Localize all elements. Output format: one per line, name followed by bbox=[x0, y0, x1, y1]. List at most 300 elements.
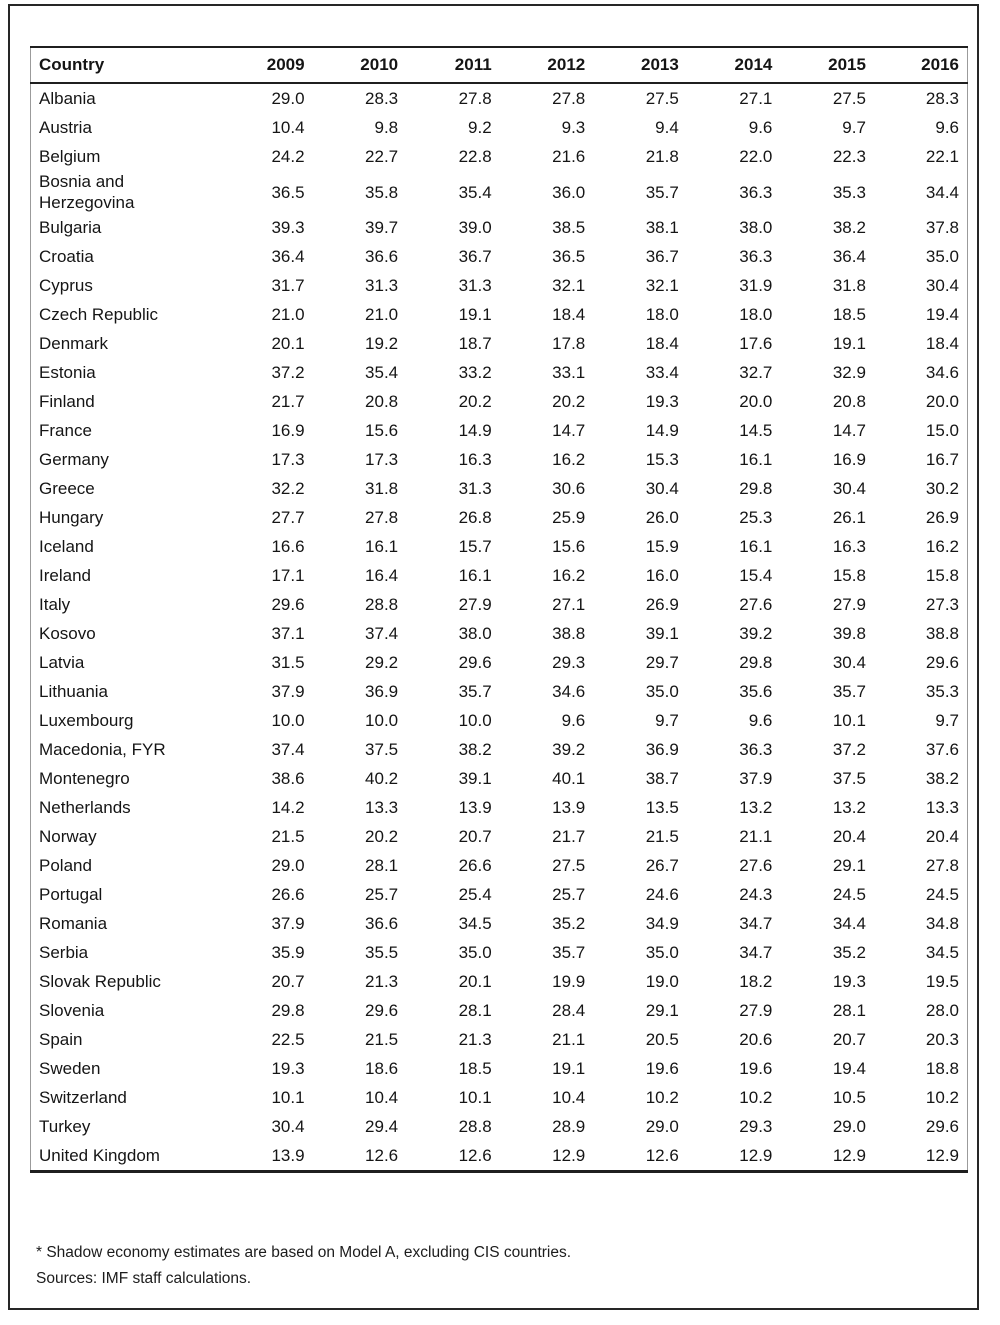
value-cell: 34.4 bbox=[925, 182, 959, 202]
value-cell: 27.8 bbox=[552, 89, 586, 108]
value-cell: 13.2 bbox=[832, 798, 866, 817]
country-cell: Czech Republic bbox=[39, 305, 159, 324]
value-cell: 34.9 bbox=[645, 914, 679, 933]
value-cell: 9.7 bbox=[935, 711, 959, 730]
value-cell: 34.5 bbox=[925, 943, 959, 962]
value-cell: 36.3 bbox=[739, 247, 773, 266]
value-cell: 39.1 bbox=[458, 769, 492, 788]
value-cell: 29.1 bbox=[832, 856, 866, 875]
value-cell: 10.2 bbox=[925, 1088, 959, 1107]
value-cell: 21.1 bbox=[552, 1030, 586, 1049]
country-cell: Hungary bbox=[39, 508, 104, 527]
value-cell: 9.7 bbox=[842, 118, 866, 137]
value-cell: 36.3 bbox=[739, 740, 773, 759]
value-cell: 29.6 bbox=[925, 1117, 959, 1136]
value-cell: 36.7 bbox=[458, 247, 492, 266]
table-row bbox=[31, 967, 968, 996]
value-cell: 35.3 bbox=[925, 682, 959, 701]
value-cell: 39.3 bbox=[271, 218, 305, 237]
value-cell: 16.1 bbox=[739, 450, 773, 469]
value-cell: 20.7 bbox=[832, 1030, 866, 1049]
value-cell: 36.9 bbox=[645, 740, 679, 759]
value-cell: 35.5 bbox=[365, 943, 399, 962]
value-cell: 21.0 bbox=[271, 305, 305, 324]
value-cell: 29.0 bbox=[645, 1117, 679, 1136]
value-cell: 28.3 bbox=[925, 89, 959, 108]
value-cell: 16.2 bbox=[552, 450, 586, 469]
value-cell: 20.7 bbox=[271, 972, 305, 991]
value-cell: 13.9 bbox=[552, 798, 586, 817]
value-cell: 37.5 bbox=[365, 740, 399, 759]
value-cell: 24.2 bbox=[271, 147, 305, 166]
country-cell: France bbox=[39, 421, 92, 440]
value-cell: 19.3 bbox=[271, 1059, 305, 1078]
country-cell: Serbia bbox=[39, 943, 89, 962]
value-cell: 36.0 bbox=[552, 182, 586, 202]
value-cell: 14.9 bbox=[645, 421, 679, 440]
country-cell: Ireland bbox=[39, 566, 91, 585]
table-row bbox=[31, 822, 968, 851]
column-header-year: 2009 bbox=[219, 47, 313, 83]
value-cell: 10.1 bbox=[832, 711, 866, 730]
country-cell: Slovak Republic bbox=[39, 972, 161, 991]
value-cell: 38.0 bbox=[458, 624, 492, 643]
value-cell: 18.4 bbox=[552, 305, 586, 324]
table-row bbox=[31, 851, 968, 880]
value-cell: 10.2 bbox=[645, 1088, 679, 1107]
value-cell: 27.8 bbox=[925, 856, 959, 875]
value-cell: 39.7 bbox=[365, 218, 399, 237]
value-cell: 16.2 bbox=[552, 566, 586, 585]
value-cell: 35.4 bbox=[365, 363, 399, 382]
value-cell: 13.2 bbox=[739, 798, 773, 817]
value-cell: 13.3 bbox=[925, 798, 959, 817]
value-cell: 30.4 bbox=[832, 653, 866, 672]
value-cell: 16.4 bbox=[365, 566, 399, 585]
value-cell: 24.5 bbox=[925, 885, 959, 904]
value-cell: 16.3 bbox=[832, 537, 866, 556]
value-cell: 38.2 bbox=[458, 740, 492, 759]
value-cell: 34.7 bbox=[739, 914, 773, 933]
value-cell: 14.5 bbox=[739, 421, 773, 440]
table-row bbox=[31, 271, 968, 300]
value-cell: 29.8 bbox=[739, 479, 773, 498]
value-cell: 10.4 bbox=[271, 118, 305, 137]
country-cell: Denmark bbox=[39, 334, 108, 353]
value-cell: 19.5 bbox=[925, 972, 959, 991]
table-row bbox=[31, 503, 968, 532]
value-cell: 35.0 bbox=[925, 247, 959, 266]
table-row bbox=[31, 113, 968, 142]
value-cell: 35.7 bbox=[552, 943, 586, 962]
value-cell: 13.9 bbox=[271, 1146, 305, 1165]
table-row bbox=[31, 648, 968, 677]
value-cell: 20.0 bbox=[925, 392, 959, 411]
value-cell: 17.3 bbox=[271, 450, 305, 469]
table-row bbox=[31, 764, 968, 793]
value-cell: 20.4 bbox=[925, 827, 959, 846]
value-cell: 25.9 bbox=[552, 508, 586, 527]
column-header-year: 2013 bbox=[593, 47, 687, 83]
table-row bbox=[31, 1083, 968, 1112]
value-cell: 29.6 bbox=[365, 1001, 399, 1020]
value-cell: 38.5 bbox=[552, 218, 586, 237]
country-cell: Norway bbox=[39, 827, 97, 846]
value-cell: 37.5 bbox=[832, 769, 866, 788]
value-cell: 34.5 bbox=[458, 914, 492, 933]
value-cell: 37.9 bbox=[271, 914, 305, 933]
value-cell: 19.1 bbox=[552, 1059, 586, 1078]
value-cell: 22.7 bbox=[365, 147, 399, 166]
value-cell: 27.9 bbox=[832, 595, 866, 614]
value-cell: 12.9 bbox=[552, 1146, 586, 1165]
value-cell: 20.5 bbox=[645, 1030, 679, 1049]
table-row bbox=[31, 142, 968, 171]
table-row bbox=[31, 387, 968, 416]
value-cell: 19.3 bbox=[832, 972, 866, 991]
value-cell: 38.2 bbox=[925, 769, 959, 788]
value-cell: 28.0 bbox=[925, 1001, 959, 1020]
column-header-year: 2016 bbox=[874, 47, 968, 83]
value-cell: 16.9 bbox=[832, 450, 866, 469]
country-cell: Macedonia, FYR bbox=[39, 740, 166, 759]
value-cell: 39.8 bbox=[832, 624, 866, 643]
country-cell: Romania bbox=[39, 914, 108, 933]
value-cell: 26.9 bbox=[645, 595, 679, 614]
value-cell: 36.5 bbox=[552, 247, 586, 266]
value-cell: 36.6 bbox=[365, 914, 399, 933]
value-cell: 29.0 bbox=[271, 89, 305, 108]
country-cell: Austria bbox=[39, 118, 92, 137]
table-row bbox=[31, 1054, 968, 1083]
value-cell: 18.2 bbox=[739, 972, 773, 991]
value-cell: 37.1 bbox=[271, 624, 305, 643]
value-cell: 16.0 bbox=[645, 566, 679, 585]
value-cell: 12.9 bbox=[832, 1146, 866, 1165]
value-cell: 31.7 bbox=[271, 276, 305, 295]
table-row bbox=[31, 590, 968, 619]
value-cell: 36.3 bbox=[739, 182, 773, 202]
value-cell: 39.1 bbox=[645, 624, 679, 643]
value-cell: 36.4 bbox=[832, 247, 866, 266]
value-cell: 31.8 bbox=[832, 276, 866, 295]
value-cell: 15.6 bbox=[365, 421, 399, 440]
value-cell: 28.1 bbox=[458, 1001, 492, 1020]
value-cell: 25.7 bbox=[365, 885, 399, 904]
value-cell: 26.6 bbox=[458, 856, 492, 875]
value-cell: 22.8 bbox=[458, 147, 492, 166]
value-cell: 37.9 bbox=[739, 769, 773, 788]
country-cell: Croatia bbox=[39, 247, 94, 266]
value-cell: 34.7 bbox=[739, 943, 773, 962]
value-cell: 38.1 bbox=[645, 218, 679, 237]
value-cell: 31.3 bbox=[458, 276, 492, 295]
value-cell: 25.7 bbox=[552, 885, 586, 904]
value-cell: 16.9 bbox=[271, 421, 305, 440]
table-row bbox=[31, 213, 968, 242]
value-cell: 26.1 bbox=[832, 508, 866, 527]
value-cell: 20.1 bbox=[271, 334, 305, 353]
value-cell: 39.0 bbox=[458, 218, 492, 237]
value-cell: 15.3 bbox=[645, 450, 679, 469]
value-cell: 30.4 bbox=[925, 276, 959, 295]
value-cell: 28.8 bbox=[458, 1117, 492, 1136]
country-cell: Bosnia and Herzegovina bbox=[39, 172, 135, 212]
value-cell: 27.5 bbox=[552, 856, 586, 875]
value-cell: 29.6 bbox=[925, 653, 959, 672]
value-cell: 28.1 bbox=[832, 1001, 866, 1020]
value-cell: 32.7 bbox=[739, 363, 773, 382]
value-cell: 27.1 bbox=[552, 595, 586, 614]
value-cell: 35.3 bbox=[832, 182, 866, 202]
value-cell: 34.6 bbox=[552, 682, 586, 701]
table-row bbox=[31, 938, 968, 967]
table-row bbox=[31, 300, 968, 329]
value-cell: 22.5 bbox=[271, 1030, 305, 1049]
value-cell: 15.6 bbox=[552, 537, 586, 556]
value-cell: 17.8 bbox=[552, 334, 586, 353]
value-cell: 28.1 bbox=[365, 856, 399, 875]
value-cell: 27.8 bbox=[458, 89, 492, 108]
value-cell: 20.2 bbox=[552, 392, 586, 411]
country-cell: Slovenia bbox=[39, 1001, 105, 1020]
shadow-economy-table bbox=[30, 46, 968, 1173]
table-row bbox=[31, 445, 968, 474]
value-cell: 29.1 bbox=[645, 1001, 679, 1020]
value-cell: 22.3 bbox=[832, 147, 866, 166]
value-cell: 12.6 bbox=[365, 1146, 399, 1165]
country-cell: Netherlands bbox=[39, 798, 131, 817]
value-cell: 36.4 bbox=[271, 247, 305, 266]
value-cell: 37.2 bbox=[832, 740, 866, 759]
value-cell: 20.0 bbox=[739, 392, 773, 411]
value-cell: 20.1 bbox=[458, 972, 492, 991]
country-cell: Lithuania bbox=[39, 682, 109, 701]
value-cell: 21.5 bbox=[365, 1030, 399, 1049]
header-row bbox=[31, 47, 968, 83]
value-cell: 18.5 bbox=[832, 305, 866, 324]
value-cell: 29.3 bbox=[552, 653, 586, 672]
value-cell: 16.1 bbox=[365, 537, 399, 556]
table-row bbox=[31, 996, 968, 1025]
country-cell: Belgium bbox=[39, 147, 101, 166]
value-cell: 36.9 bbox=[365, 682, 399, 701]
value-cell: 16.7 bbox=[925, 450, 959, 469]
value-cell: 29.2 bbox=[365, 653, 399, 672]
value-cell: 28.9 bbox=[552, 1117, 586, 1136]
value-cell: 17.3 bbox=[365, 450, 399, 469]
value-cell: 20.8 bbox=[832, 392, 866, 411]
value-cell: 12.9 bbox=[739, 1146, 773, 1165]
table-row bbox=[31, 793, 968, 822]
value-cell: 30.6 bbox=[552, 479, 586, 498]
country-cell: Germany bbox=[39, 450, 109, 469]
value-cell: 35.2 bbox=[552, 914, 586, 933]
value-cell: 36.5 bbox=[271, 182, 305, 202]
value-cell: 9.3 bbox=[561, 118, 586, 137]
value-cell: 10.0 bbox=[365, 711, 399, 730]
value-cell: 35.9 bbox=[271, 943, 305, 962]
value-cell: 9.6 bbox=[748, 711, 773, 730]
value-cell: 29.3 bbox=[739, 1117, 773, 1136]
value-cell: 14.7 bbox=[552, 421, 586, 440]
value-cell: 20.7 bbox=[458, 827, 492, 846]
table-row bbox=[31, 909, 968, 938]
table-row bbox=[31, 1141, 968, 1172]
value-cell: 18.4 bbox=[645, 334, 679, 353]
value-cell: 32.9 bbox=[832, 363, 866, 382]
value-cell: 35.2 bbox=[832, 943, 866, 962]
value-cell: 29.7 bbox=[645, 653, 679, 672]
value-cell: 38.2 bbox=[832, 218, 866, 237]
value-cell: 37.4 bbox=[365, 624, 399, 643]
value-cell: 29.0 bbox=[271, 856, 305, 875]
country-cell: Poland bbox=[39, 856, 92, 875]
value-cell: 20.4 bbox=[832, 827, 866, 846]
value-cell: 20.3 bbox=[925, 1030, 959, 1049]
value-cell: 14.9 bbox=[458, 421, 492, 440]
value-cell: 15.4 bbox=[739, 566, 773, 585]
value-cell: 18.0 bbox=[739, 305, 773, 324]
country-cell: Sweden bbox=[39, 1059, 101, 1078]
country-cell: Finland bbox=[39, 392, 95, 411]
value-cell: 20.8 bbox=[365, 392, 399, 411]
value-cell: 28.3 bbox=[365, 89, 399, 108]
column-header-country: Country bbox=[31, 47, 220, 83]
table-row bbox=[31, 619, 968, 648]
value-cell: 14.2 bbox=[271, 798, 305, 817]
value-cell: 19.6 bbox=[739, 1059, 773, 1078]
value-cell: 22.0 bbox=[739, 147, 773, 166]
table-row bbox=[31, 735, 968, 764]
value-cell: 27.7 bbox=[271, 508, 305, 527]
value-cell: 26.0 bbox=[645, 508, 679, 527]
value-cell: 35.6 bbox=[739, 682, 773, 701]
value-cell: 30.4 bbox=[832, 479, 866, 498]
value-cell: 14.7 bbox=[832, 421, 866, 440]
value-cell: 17.6 bbox=[739, 334, 773, 353]
country-cell: Greece bbox=[39, 479, 95, 498]
value-cell: 36.6 bbox=[365, 247, 399, 266]
value-cell: 31.8 bbox=[365, 479, 399, 498]
value-cell: 19.0 bbox=[645, 972, 679, 991]
column-header-year: 2010 bbox=[313, 47, 407, 83]
value-cell: 12.6 bbox=[458, 1146, 492, 1165]
value-cell: 39.2 bbox=[552, 740, 586, 759]
value-cell: 21.8 bbox=[645, 147, 679, 166]
country-cell: United Kingdom bbox=[39, 1146, 160, 1165]
value-cell: 31.9 bbox=[739, 276, 773, 295]
value-cell: 10.0 bbox=[271, 711, 305, 730]
value-cell: 15.9 bbox=[645, 537, 679, 556]
value-cell: 32.1 bbox=[552, 276, 586, 295]
table-row bbox=[31, 1025, 968, 1054]
value-cell: 27.5 bbox=[645, 89, 679, 108]
value-cell: 31.5 bbox=[271, 653, 305, 672]
value-cell: 29.0 bbox=[832, 1117, 866, 1136]
value-cell: 18.5 bbox=[458, 1059, 492, 1078]
value-cell: 38.7 bbox=[645, 769, 679, 788]
shadow-economy-table-container bbox=[30, 46, 968, 1173]
table-row bbox=[31, 677, 968, 706]
value-cell: 13.3 bbox=[365, 798, 399, 817]
value-cell: 21.3 bbox=[458, 1030, 492, 1049]
value-cell: 27.3 bbox=[925, 595, 959, 614]
country-cell: Italy bbox=[39, 595, 71, 614]
value-cell: 34.4 bbox=[832, 914, 866, 933]
value-cell: 30.4 bbox=[271, 1117, 305, 1136]
value-cell: 20.2 bbox=[365, 827, 399, 846]
value-cell: 26.9 bbox=[925, 508, 959, 527]
value-cell: 32.2 bbox=[271, 479, 305, 498]
value-cell: 26.6 bbox=[271, 885, 305, 904]
table-row bbox=[31, 561, 968, 590]
value-cell: 15.7 bbox=[458, 537, 492, 556]
footnote-sources: Sources: IMF staff calculations. bbox=[36, 1270, 252, 1287]
value-cell: 9.6 bbox=[561, 711, 586, 730]
value-cell: 27.5 bbox=[832, 89, 866, 108]
country-cell: Kosovo bbox=[39, 624, 96, 643]
value-cell: 15.0 bbox=[925, 421, 959, 440]
value-cell: 35.0 bbox=[458, 943, 492, 962]
value-cell: 27.8 bbox=[365, 508, 399, 527]
value-cell: 37.6 bbox=[925, 740, 959, 759]
table-row bbox=[31, 358, 968, 387]
column-header-year: 2012 bbox=[500, 47, 594, 83]
column-header-year: 2014 bbox=[687, 47, 781, 83]
value-cell: 19.4 bbox=[832, 1059, 866, 1078]
value-cell: 24.6 bbox=[645, 885, 679, 904]
value-cell: 26.7 bbox=[645, 856, 679, 875]
column-header-year: 2011 bbox=[406, 47, 500, 83]
value-cell: 40.1 bbox=[552, 769, 586, 788]
value-cell: 25.4 bbox=[458, 885, 492, 904]
value-cell: 21.5 bbox=[271, 827, 305, 846]
value-cell: 21.3 bbox=[365, 972, 399, 991]
value-cell: 35.0 bbox=[645, 682, 679, 701]
value-cell: 18.6 bbox=[365, 1059, 399, 1078]
value-cell: 26.8 bbox=[458, 508, 492, 527]
value-cell: 20.6 bbox=[739, 1030, 773, 1049]
value-cell: 40.2 bbox=[365, 769, 399, 788]
table-row bbox=[31, 242, 968, 271]
table-row bbox=[31, 1112, 968, 1141]
value-cell: 15.8 bbox=[832, 566, 866, 585]
value-cell: 19.1 bbox=[458, 305, 492, 324]
value-cell: 16.2 bbox=[925, 537, 959, 556]
table-row bbox=[31, 83, 968, 113]
value-cell: 9.2 bbox=[468, 118, 492, 137]
value-cell: 38.8 bbox=[925, 624, 959, 643]
value-cell: 37.8 bbox=[925, 218, 959, 237]
value-cell: 12.9 bbox=[925, 1146, 959, 1165]
value-cell: 35.0 bbox=[645, 943, 679, 962]
value-cell: 29.6 bbox=[458, 653, 492, 672]
value-cell: 31.3 bbox=[458, 479, 492, 498]
value-cell: 38.8 bbox=[552, 624, 586, 643]
value-cell: 9.6 bbox=[935, 118, 959, 137]
value-cell: 34.8 bbox=[925, 914, 959, 933]
value-cell: 15.8 bbox=[925, 566, 959, 585]
value-cell: 33.4 bbox=[645, 363, 679, 382]
value-cell: 19.2 bbox=[365, 334, 399, 353]
value-cell: 9.6 bbox=[748, 118, 773, 137]
value-cell: 28.4 bbox=[552, 1001, 586, 1020]
value-cell: 34.6 bbox=[925, 363, 959, 382]
value-cell: 10.1 bbox=[271, 1088, 305, 1107]
value-cell: 9.4 bbox=[655, 118, 679, 137]
table-row bbox=[31, 532, 968, 561]
